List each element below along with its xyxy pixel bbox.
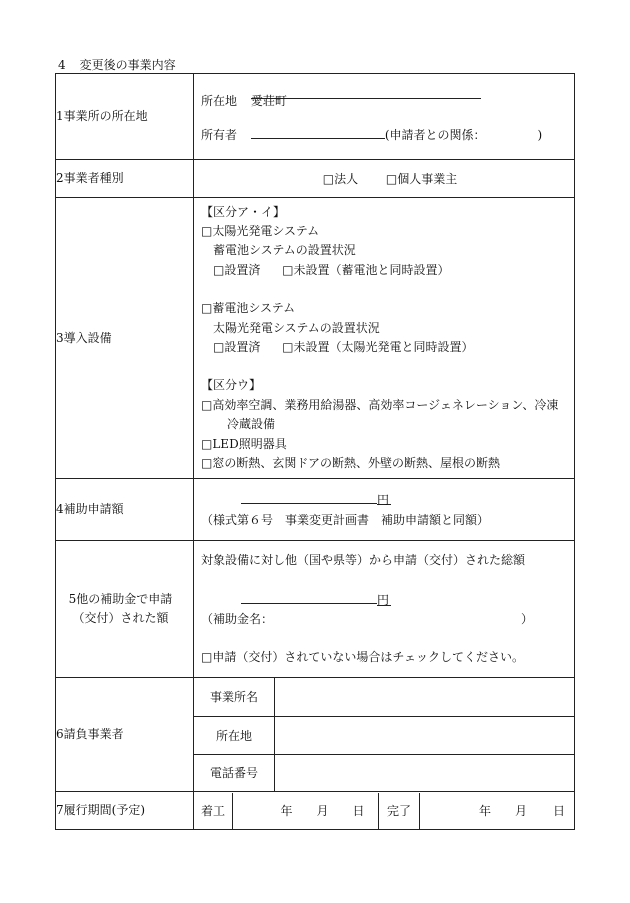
section-number: 4 <box>58 58 66 72</box>
row-period-content <box>194 792 575 830</box>
row-other-subsidy-content <box>194 541 575 678</box>
other-subsidy-yen: 円 <box>377 593 390 607</box>
end-month-unit: 月 <box>514 804 527 818</box>
row-label-contractor: 6請負事業者 <box>56 678 194 792</box>
subsidy-note: （様式第６号 事業変更計画書 補助申請額と同額） <box>201 513 490 527</box>
row-equipment <box>56 198 575 479</box>
other-subsidy-desc: 対象設備に対し他（国や県等）から申請（交付）された総額 <box>201 553 526 567</box>
row-equipment-content <box>194 198 575 479</box>
contractor-table <box>194 678 574 791</box>
owner-label: 所有者 <box>201 127 238 142</box>
checkbox-sole-proprietor[interactable]: □個人事業主 <box>385 172 458 186</box>
checkbox-solar[interactable]: □太陽光発電システム <box>201 223 320 238</box>
section-title: 変更後の事業内容 <box>79 58 176 72</box>
other-subsidy-label-1: 5他の補助金で申請 <box>68 592 173 606</box>
checkbox-battery-installed[interactable]: □設置済 <box>213 262 261 277</box>
row-label-business-type: 2事業者種別 <box>56 160 194 198</box>
solar-battery-options <box>201 261 567 280</box>
battery-solar-status-label: 太陽光発電システムの設置状況 <box>213 320 380 335</box>
start-month-unit: 月 <box>316 804 329 818</box>
subsidy-amount-line <box>201 489 567 510</box>
row-location <box>56 74 575 160</box>
contractor-name-field[interactable] <box>275 678 575 716</box>
solar-battery-status-label: 蓄電池システムの設置状況 <box>213 243 356 258</box>
row-location-content <box>194 74 575 160</box>
checkbox-corporation[interactable]: □法人 <box>322 172 359 186</box>
end-day-unit: 日 <box>553 804 566 818</box>
checkbox-led[interactable]: □LED照明器具 <box>201 436 287 451</box>
row-subsidy-amount <box>56 479 575 541</box>
efficient-line2: 冷蔵設備 <box>227 417 276 432</box>
checkbox-insulation[interactable]: □窓の断熱、玄関ドアの断熱、外壁の断熱、屋根の断熱 <box>201 456 500 471</box>
row-contractor <box>56 678 575 792</box>
section-heading <box>58 56 176 73</box>
row-label-other-subsidy <box>56 541 194 678</box>
row-other-subsidy <box>56 541 575 678</box>
start-label: 着工 <box>194 793 233 829</box>
relation-close: ) <box>537 127 543 142</box>
checkbox-efficient-equipment[interactable] <box>201 396 567 435</box>
period-table <box>194 793 574 829</box>
owner-line <box>201 118 567 152</box>
start-day-unit: 日 <box>352 804 365 818</box>
owner-field[interactable] <box>251 124 385 139</box>
row-label-subsidy-amount: 4補助申請額 <box>56 479 194 541</box>
row-label-equipment: 3導入設備 <box>56 198 194 479</box>
subsidy-name-close: ） <box>521 612 534 626</box>
contractor-phone-field[interactable] <box>275 754 575 791</box>
subsidy-yen: 円 <box>377 490 391 505</box>
contractor-name-label: 事業所名 <box>194 678 275 716</box>
row-label-period: 7履行期間(予定) <box>56 792 194 830</box>
start-year-unit: 年 <box>280 804 293 818</box>
checkbox-not-applied[interactable]: □申請（交付）されていない場合はチェックしてください。 <box>201 650 524 664</box>
location-line <box>201 84 567 118</box>
row-subsidy-amount-content <box>194 479 575 541</box>
row-period <box>56 792 575 830</box>
location-label: 所在地 <box>201 93 238 108</box>
contractor-phone-label: 電話番号 <box>194 754 275 791</box>
other-subsidy-label-2: （交付）された額 <box>72 611 169 625</box>
location-field[interactable] <box>250 84 481 108</box>
end-year-unit: 年 <box>478 804 491 818</box>
checkbox-solar-installed[interactable]: □設置済 <box>213 340 261 354</box>
contractor-address-label: 所在地 <box>194 716 275 754</box>
row-business-type-content <box>194 160 575 198</box>
row-contractor-content <box>194 678 575 792</box>
category-u-heading: 【区分ウ】 <box>201 378 262 393</box>
subsidy-amount-field[interactable] <box>241 489 377 504</box>
business-content-table <box>55 73 575 830</box>
row-business-type <box>56 160 575 198</box>
efficient-line1: □高効率空調、業務用給湯器、高効率コージェネレーション、冷凍 <box>201 397 559 412</box>
subsidy-name-line <box>201 610 567 629</box>
battery-solar-options <box>201 338 567 357</box>
row-label-location: 1事業所の所在地 <box>56 74 194 160</box>
other-subsidy-amount-field[interactable] <box>241 589 377 604</box>
end-date-field[interactable] <box>420 793 575 829</box>
other-subsidy-amount-line <box>201 589 567 610</box>
checkbox-battery-not-installed[interactable]: □未設置（蓄電池と同時設置） <box>282 262 450 277</box>
contractor-address-field[interactable] <box>275 716 575 754</box>
category-ai-heading: 【区分ア・イ】 <box>201 204 286 219</box>
checkbox-battery-system[interactable]: □蓄電池システム <box>201 301 296 316</box>
checkbox-solar-not-installed[interactable]: □未設置（太陽光発電と同時設置） <box>282 340 474 354</box>
end-label: 完了 <box>379 793 420 829</box>
start-date-field[interactable] <box>233 793 379 829</box>
relation-label: (申請者との関係： <box>384 127 486 142</box>
location-value: 愛荘町 <box>250 93 287 108</box>
subsidy-name-label: （補助金名： <box>201 612 274 626</box>
